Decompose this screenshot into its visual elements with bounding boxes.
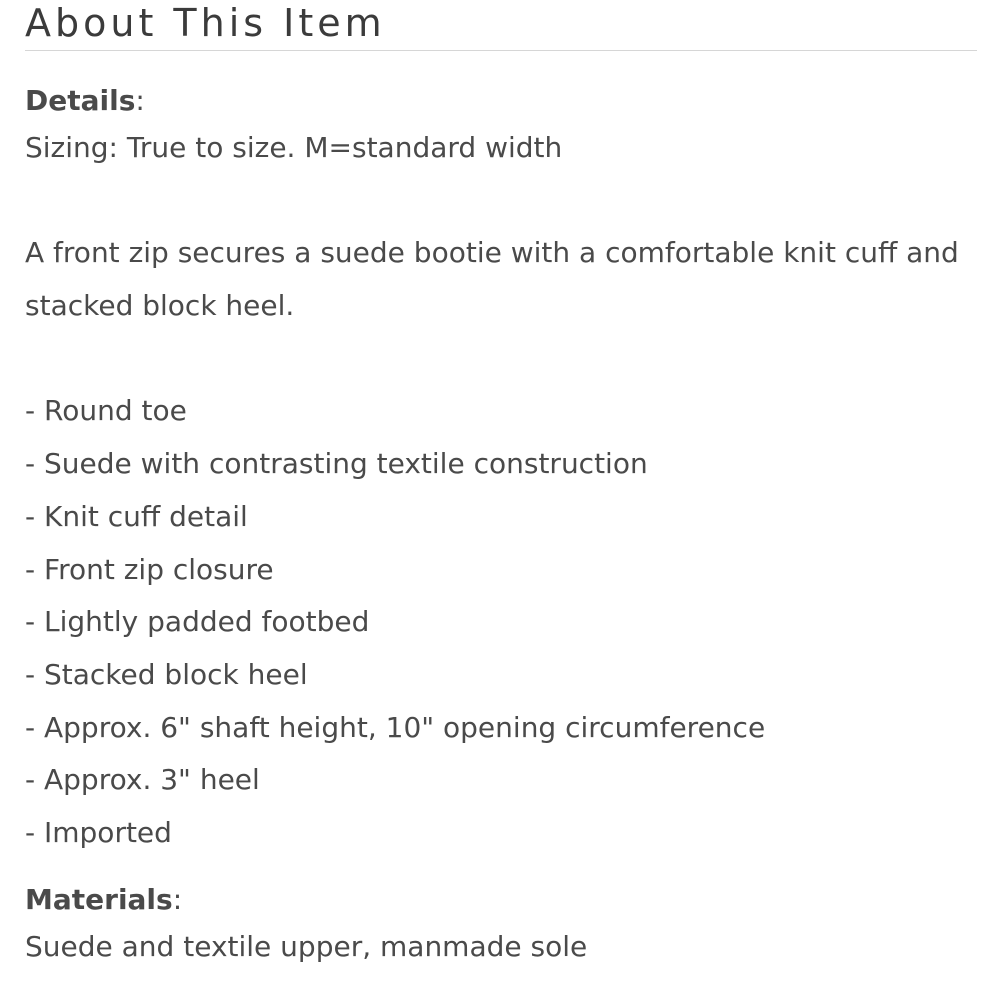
about-item-section [25, 0, 977, 973]
feature-item: - Suede with contrasting textile construction [25, 447, 648, 481]
materials-label: Materials [25, 882, 173, 916]
feature-list [25, 385, 977, 859]
spacer [25, 333, 977, 386]
details-heading [25, 75, 977, 127]
details-colon: : [135, 84, 145, 117]
feature-item: - Imported [25, 815, 172, 849]
spacer [25, 175, 977, 228]
feature-item: - Approx. 3" heel [25, 763, 260, 797]
description-text: A front zip secures a suede bootie with a comfortable knit cuff and stacked block heel. [25, 236, 959, 323]
section-divider [25, 50, 977, 51]
feature-item: - Lightly padded footbed [25, 605, 370, 639]
materials-heading [25, 874, 977, 926]
materials-text: Suede and textile upper, manmade sole [25, 929, 588, 963]
feature-item: - Round toe [25, 394, 187, 428]
feature-item: - Approx. 6" shaft height, 10" opening circumference [25, 710, 766, 744]
sizing-text: Sizing: True to size. M=standard width [25, 131, 563, 164]
feature-item: - Knit cuff detail [25, 499, 248, 533]
section-title: About This Item [25, 1, 386, 45]
materials-colon: : [172, 882, 183, 916]
details-label: Details [25, 84, 136, 117]
feature-item: - Front zip closure [25, 552, 274, 586]
feature-item: - Stacked block heel [25, 657, 308, 691]
